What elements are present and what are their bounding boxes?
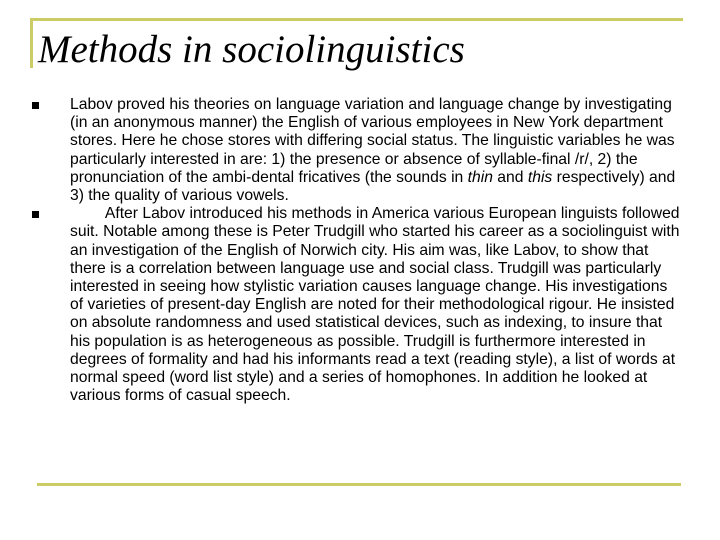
bullet-text-part: and	[492, 168, 528, 186]
bottom-rule	[37, 483, 681, 486]
bullet-text-italic: thin	[467, 168, 493, 186]
bullet-list	[32, 96, 682, 405]
title-side-rule	[30, 20, 33, 68]
slide-title: Methods in sociolinguistics	[38, 28, 465, 71]
bullet-text-italic: this	[527, 168, 553, 186]
title-top-rule	[30, 18, 683, 21]
bullet-item-trudgill	[32, 205, 682, 405]
bullet-text-part: respectively) and 3) the quality of various vowels.	[70, 168, 676, 205]
bullet-text-part: Labov proved his theories on language variation and language change by investigating (in an anonymous manner) the English of various employees in New York department stores. Here he chose stores with differing social status. The linguistic variables he was particularly interested in are: 1) the presence or absence of syllable-final /r/, 2) the pronunciation of the ambi-dental fricatives (the sounds in	[70, 96, 675, 186]
bullet-item-labov	[32, 96, 682, 205]
square-bullet-icon	[32, 102, 39, 109]
square-bullet-icon	[32, 211, 39, 218]
bullet-text: After Labov introduced his methods in America various European linguists followed suit. Notable among these is Peter Trudgill who started his career as a sociolinguist with an investigation of the English of Norwich city. His aim was, like Labov, to show that there is a correlation between language use and social class. Trudgill was particularly interested in seeing how stylistic variation causes language change. His investigations of varieties of present-day English are noted for their methodological rigour. He insisted on absolute randomness and used statistical devices, such as indexing, to insure that his population is as heterogeneous as possible. Trudgill is furthermore interested in degrees of formality and had his informants read a text (reading style), a list of words at normal speed (word list style) and a series of homophones. In addition he looked at various forms of casual speech.	[70, 205, 680, 405]
bullet-text	[70, 96, 675, 204]
